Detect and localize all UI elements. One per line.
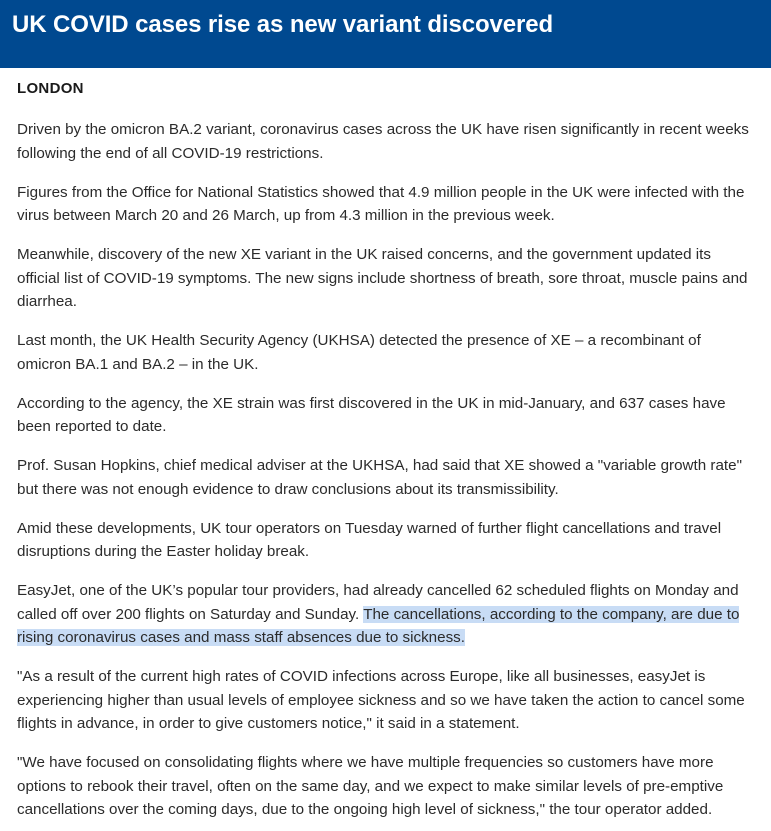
article-paragraph-8-text: EasyJet, one of the UK’s popular tour providers, had already cancelled 62 scheduled flights on Monday and called off over 200 flights on Saturday and Sunday. [17,582,739,623]
article-paragraph-10: "We have focused on consolidating flights where we have multiple frequencies so customers have more options to rebook their travel, often on the same day, and we expect to make similar levels of pre-emptive cancellations over the coming days, due to the ongoing high level of sickness," the tour operator added. [17,754,724,818]
article-paragraph-4: Last month, the UK Health Security Agency (UKHSA) detected the presence of XE – a recombinant of omicron BA.1 and BA.2 – in the UK. [17,332,701,373]
article-headline: UK COVID cases rise as new variant discovered [12,11,554,38]
article-paragraph-8 [17,579,754,650]
article-dateline: LONDON [17,80,84,97]
article-body [0,68,771,822]
article-paragraph-3: Meanwhile, discovery of the new XE variant in the UK raised concerns, and the government updated its official list of COVID-19 symptoms. The new signs include shortness of breath, sore throat, muscle pains and diarrhea. [17,246,748,310]
article-paragraph-7: Amid these developments, UK tour operators on Tuesday warned of further flight cancellations and travel disruptions during the Easter holiday break. [17,519,722,560]
headline-bar [0,0,771,68]
article-paragraph-2: Figures from the Office for National Statistics showed that 4.9 million people in the UK were infected with the virus between March 20 and 26 March, up from 4.3 million in the previous week. [17,183,745,224]
selected-text-highlight[interactable]: The cancellations, according to the company, are due to rising coronavirus cases and mass staff absences due to sickness. [17,605,740,646]
article-paragraph-5: According to the agency, the XE strain was first discovered in the UK in mid-January, and 637 cases have been reported to date. [17,394,726,435]
article-paragraph-6: Prof. Susan Hopkins, chief medical adviser at the UKHSA, had said that XE showed a "variable growth rate" but there was not enough evidence to draw conclusions about its transmissibility. [17,457,742,498]
article-paragraph-1: Driven by the omicron BA.2 variant, coronavirus cases across the UK have risen significantly in recent weeks following the end of all COVID-19 restrictions. [17,121,749,162]
article-paragraph-9: "As a result of the current high rates of COVID infections across Europe, like all businesses, easyJet is experiencing higher than usual levels of employee sickness and so we have taken the action to cancel some flights in advance, in order to give customers notice," it said in a statement. [17,668,745,732]
